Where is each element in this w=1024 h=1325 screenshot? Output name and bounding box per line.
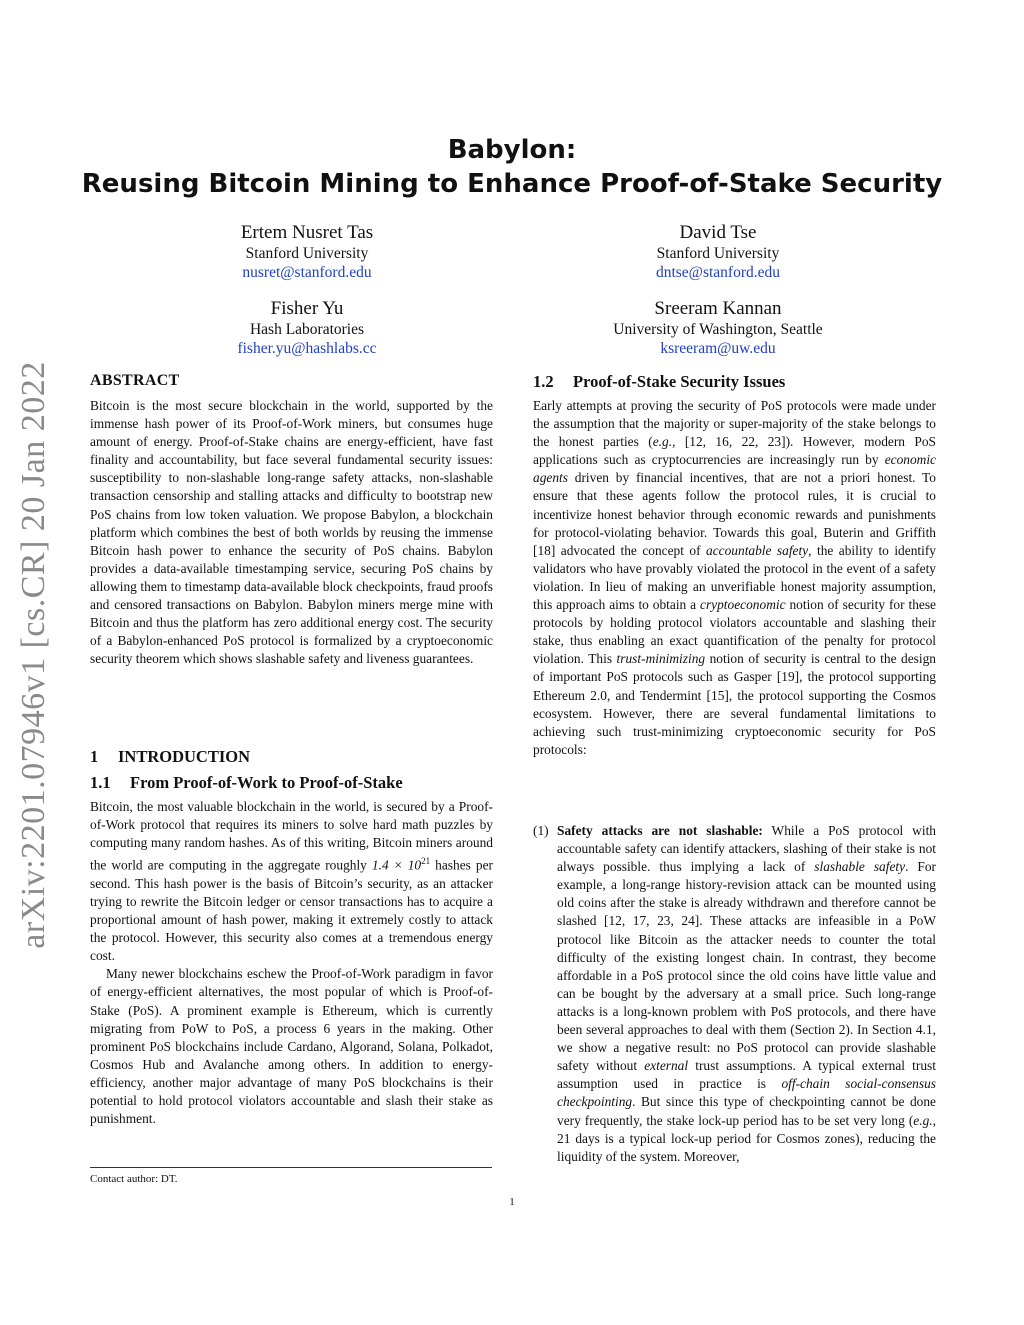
list-item-lead: Safety attacks are not slashable: — [557, 823, 763, 838]
text-run: , [12, 16, 22, 23]). However, modern PoS applications such as cryptocurrencies are increasingly run by — [533, 434, 937, 468]
author-email-link[interactable]: dntse@stanford.edu — [655, 264, 781, 281]
subsection-heading — [533, 372, 785, 392]
text-run: Bitcoin, the most valuable blockchain in the world, is secured by a Proof-of-Work protocol that requires its miners to solve hard math puzzles by computing many random hashes. As of this writing, Bitcoin miners around the world are computing in the aggregate roughly — [90, 799, 493, 873]
text-run: , the ability to identify validators who have provably violated the protocol in the event of a safety violation. In lieu of making an unverifiable honest majority assumption, this approach aims to obtain a — [533, 542, 936, 613]
author-block — [553, 222, 883, 282]
subsection-heading — [90, 773, 403, 793]
paper-title — [0, 133, 1024, 201]
arxiv-side-stamp — [4, 360, 64, 950]
author-affiliation: Stanford University — [245, 245, 369, 262]
author-name: Sreeram Kannan — [654, 298, 782, 319]
author-email-link[interactable]: fisher.yu@hashlabs.cc — [237, 340, 377, 357]
text-run: . But since this type of checkpointing cannot be done very frequently, the stake lock-up period has to be set very long ( — [557, 1094, 936, 1128]
subsection-number: 1.1 — [90, 773, 111, 792]
text-run: trust-minimizing — [616, 651, 706, 667]
title-line-1: Babylon: — [447, 135, 577, 165]
intro-body — [90, 798, 493, 1128]
paragraph — [533, 397, 936, 759]
arxiv-identifier: arXiv:2201.07946v1 [cs.CR] 20 Jan 2022 — [15, 361, 53, 949]
abstract-body — [90, 397, 493, 668]
text-run: While a PoS protocol with accountable safety can identify attackers, slashing of their stake is not always possible. thus implying a lack of — [557, 823, 936, 875]
text-run: hashes per second. This hash power is the basis of Bitcoin’s security, as an attacker trying to rewrite the Bitcoin ledger or censor transactions has to acquire a proportional amount of hash power, making it extremely costly to attack the protocol. However, this security also comes at a tremendous energy cost. — [90, 857, 493, 964]
author-email-link[interactable]: ksreeram@uw.edu — [660, 340, 776, 357]
math-exponent: 21 — [421, 856, 431, 867]
abstract-text: Bitcoin is the most secure blockchain in the world, supported by the immense hash power of its Proof-of-Work miners, but consumes huge amount of energy. Proof-of-Stake chains are energy-efficient, have fast finality and accountability, but face several fundamental security issues: susceptibility to non-slashable long-range safety attacks, non-slashable transaction censorship and stalling attacks and difficulty to bootstrap new PoS chains from low token valuation. We propose Babylon, a blockchain platform which combines the best of both worlds by reusing the immense Bitcoin hash power to enhance the security of PoS chains. Babylon provides a data-available timestamping service, securing PoS chains by allowing them to timestamp data-available block checkpoints, fraud proofs and censored transactions on Babylon. Babylon miners merge mine with Bitcoin and thus the platform has zero additional energy cost. The security of a Babylon-enhanced PoS protocol is formalized by a cryptoeconomic security theorem which shows slashable safety and liveness guarantees. — [90, 398, 493, 667]
paragraph: Many newer blockchains eschew the Proof-of-Work paradigm in favor of energy-efficient alternatives, the most popular of which is Proof-of-Stake (PoS). A prominent example is Ethereum, which is currently migrating from PoW to PoS, a process 6 years in the making. Other prominent PoS blockchains include Cardano, Algorand, Solana, Polkadot, Cosmos Hub and Avalanche among others. In addition to energy-efficiency, another major advantage of many PoS blockchains is their potential to hold protocol violators accountable and slash their stake as punishment. — [90, 966, 493, 1127]
list-item — [533, 822, 936, 1166]
text-run: slashable safety — [814, 859, 906, 875]
section-number: 1 — [90, 747, 99, 766]
text-run: e.g. — [913, 1112, 933, 1128]
subsection-title: Proof-of-Stake Security Issues — [573, 372, 786, 391]
abstract-heading: ABSTRACT — [90, 372, 180, 389]
author-name: David Tse — [679, 222, 757, 243]
text-run: , 21 days is a typical lock-up period for Cosmos zones), reducing the liquidity of the system. Moreover, — [557, 1112, 936, 1164]
section-heading — [90, 747, 250, 767]
text-run: off-chain social-consensus checkpointing — [557, 1076, 936, 1110]
author-block — [142, 298, 472, 358]
author-affiliation: Hash Laboratories — [249, 321, 365, 338]
text-run: economic agents — [533, 452, 936, 486]
pos-security-body — [533, 397, 936, 759]
text-run: accountable safety — [706, 542, 809, 558]
math-expression: 1.4 × 10 — [371, 857, 422, 873]
paragraph — [90, 798, 493, 965]
author-name: Fisher Yu — [270, 298, 344, 319]
text-run: trust assumptions. A typical external trust assumption used in practice is — [557, 1058, 936, 1092]
text-run: driven by financial incentives, that are not a priori honest. To ensure that these agents follow the protocol rules, it is crucial to incentivize honest behavior through economic rewards and punishments for protocol-violating behavior. Towards this goal, Buterin and Griffith [18] advocated the concept of — [533, 470, 936, 558]
title-line-2: Reusing Bitcoin Mining to Enhance Proof-of-Stake Security — [81, 169, 943, 199]
text-run: notion of security for these protocols by holding protocol violators accountable and slashing their stake, thus enabling an exact quantification of the penalty for protocol violation. This — [533, 597, 936, 667]
author-block — [142, 222, 472, 282]
author-affiliation: Stanford University — [656, 245, 780, 262]
text-run: Early attempts at proving the security of PoS protocols were made under the assumption that the majority or super-majority of the stake belongs to the honest parties ( — [533, 398, 936, 450]
author-affiliation: University of Washington, Seattle — [613, 321, 823, 338]
page-number: 1 — [509, 1196, 515, 1208]
list-item-body — [557, 822, 936, 1166]
footnote-divider — [90, 1167, 492, 1168]
author-email-link[interactable]: nusret@stanford.edu — [242, 264, 372, 281]
section-title: INTRODUCTION — [118, 747, 251, 766]
footnote: Contact author: DT. — [90, 1173, 178, 1185]
text-run: cryptoeconomic — [700, 597, 786, 613]
author-block — [553, 298, 883, 358]
text-run: e.g. — [652, 434, 673, 450]
text-run: notion of security is central to the design of important PoS protocols such as Gasper [19], the protocol supporting Ethereum 2.0, and Tendermint [15], the protocol supporting the Cosmos ecosystem. However, there are several fundamental limitations to achieving such trust-minimizing cryptoeconomic security for PoS protocols: — [533, 651, 937, 757]
text-run: external — [644, 1058, 689, 1074]
list-marker: (1) — [533, 823, 549, 838]
subsection-number: 1.2 — [533, 372, 554, 391]
text-run: . For example, a long-range history-revision attack can be mounted using old coins after the stake is already withdrawn and therefore cannot be slashed [12, 17, 23, 24]. These attacks are infeasible in a PoW protocol like Bitcoin as the attacker needs to counter the total difficulty of the existing longest chain. In contrast, they become affordable in a PoS protocol since the old coins have little value and can be bought by the adversary at a small price. Such long-range attacks is a long-known problem with PoS protocols, and there have been several approaches to deal with them (Section 2). In Section 4.1, we show a negative result: no PoS protocol can provide slashable safety without — [557, 859, 936, 1074]
author-name: Ertem Nusret Tas — [240, 222, 374, 243]
subsection-title: From Proof-of-Work to Proof-of-Stake — [130, 773, 403, 792]
